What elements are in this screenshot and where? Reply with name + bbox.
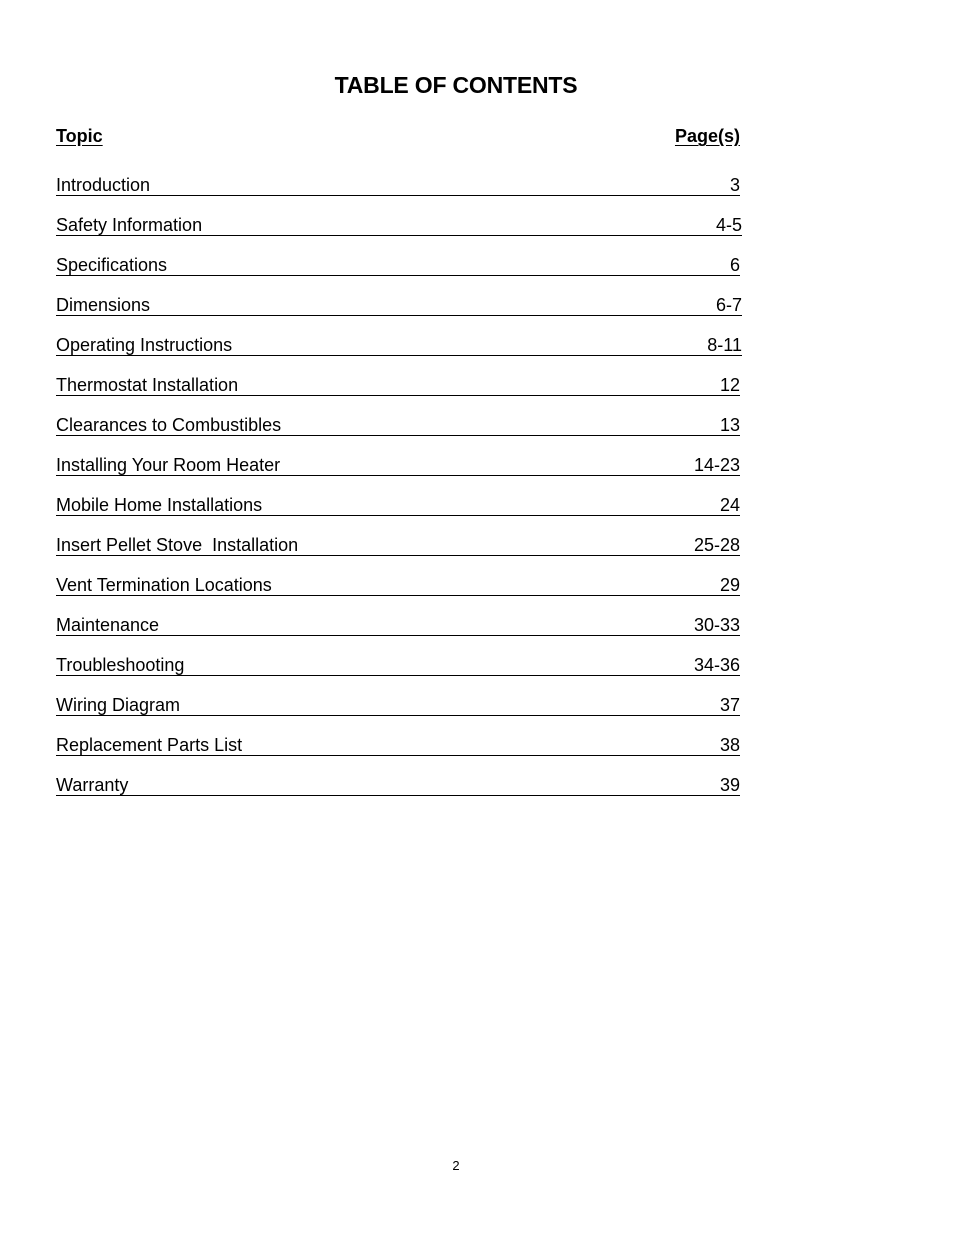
toc-entry-safety-information[interactable]	[56, 212, 742, 252]
toc-entry-pages: 6	[729, 255, 740, 275]
toc-list	[56, 172, 742, 812]
toc-leader-line	[56, 772, 740, 796]
toc-entry-pages: 12	[719, 375, 740, 395]
toc-entry-topic: Vent Termination Locations	[56, 575, 272, 595]
toc-entry-topic: Warranty	[56, 775, 129, 795]
toc-entry-pages: 39	[719, 775, 740, 795]
toc-entry-topic: Dimensions	[56, 295, 151, 315]
toc-entry-topic: Wiring Diagram	[56, 695, 181, 715]
pages-column-header: Page(s)	[674, 126, 740, 146]
toc-entry-troubleshooting[interactable]	[56, 652, 742, 692]
toc-entry-wiring-diagram[interactable]	[56, 692, 742, 732]
toc-header-row	[56, 126, 740, 152]
toc-entry-installing-your-room-heater[interactable]	[56, 452, 742, 492]
toc-entry-pages: 13	[719, 415, 740, 435]
page-title: TABLE OF CONTENTS	[334, 72, 578, 98]
toc-entry-topic: Safety Information	[56, 215, 203, 235]
toc-entry-pages: 30-33	[693, 615, 740, 635]
toc-entry-pages: 29	[719, 575, 740, 595]
toc-entry-topic: Operating Instructions	[56, 335, 233, 355]
toc-entry-warranty[interactable]	[56, 772, 742, 812]
toc-entry-thermostat-installation[interactable]	[56, 372, 742, 412]
toc-entry-topic: Mobile Home Installations	[56, 495, 263, 515]
toc-entry-topic: Installing Your Room Heater	[56, 455, 281, 475]
toc-entry-topic: Insert Pellet Stove Installation	[56, 535, 299, 555]
toc-entry-topic: Troubleshooting	[56, 655, 185, 675]
toc-entry-insert-pellet-stove-installation[interactable]	[56, 532, 742, 572]
toc-entry-topic: Replacement Parts List	[56, 735, 243, 755]
toc-entry-topic: Maintenance	[56, 615, 160, 635]
toc-entry-topic: Specifications	[56, 255, 168, 275]
toc-entry-topic: Clearances to Combustibles	[56, 415, 282, 435]
topic-column-header: Topic	[56, 126, 103, 146]
toc-entry-pages: 38	[719, 735, 740, 755]
toc-entry-pages: 4-5	[715, 215, 742, 235]
toc-entry-maintenance[interactable]	[56, 612, 742, 652]
toc-entry-pages: 37	[719, 695, 740, 715]
toc-entry-operating-instructions[interactable]	[56, 332, 742, 372]
toc-entry-topic: Introduction	[56, 175, 151, 195]
toc-entry-pages: 8-11	[707, 335, 742, 355]
toc-entry-pages: 25-28	[693, 535, 740, 555]
toc-leader-line	[56, 292, 742, 316]
toc-entry-introduction[interactable]	[56, 172, 742, 212]
toc-entry-specifications[interactable]	[56, 252, 742, 292]
toc-entry-topic: Thermostat Installation	[56, 375, 239, 395]
toc-entry-pages: 34-36	[693, 655, 740, 675]
toc-entry-replacement-parts-list[interactable]	[56, 732, 742, 772]
toc-entry-mobile-home-installations[interactable]	[56, 492, 742, 532]
toc-entry-pages: 6-7	[715, 295, 742, 315]
toc-entry-dimensions[interactable]	[56, 292, 742, 332]
toc-leader-line	[56, 172, 740, 196]
toc-entry-pages: 14-23	[693, 455, 740, 475]
toc-entry-pages: 3	[729, 175, 740, 195]
toc-entry-vent-termination-locations[interactable]	[56, 572, 742, 612]
page-number: 2	[452, 1158, 460, 1173]
toc-entry-clearances-to-combustibles[interactable]	[56, 412, 742, 452]
toc-entry-pages: 24	[719, 495, 740, 515]
